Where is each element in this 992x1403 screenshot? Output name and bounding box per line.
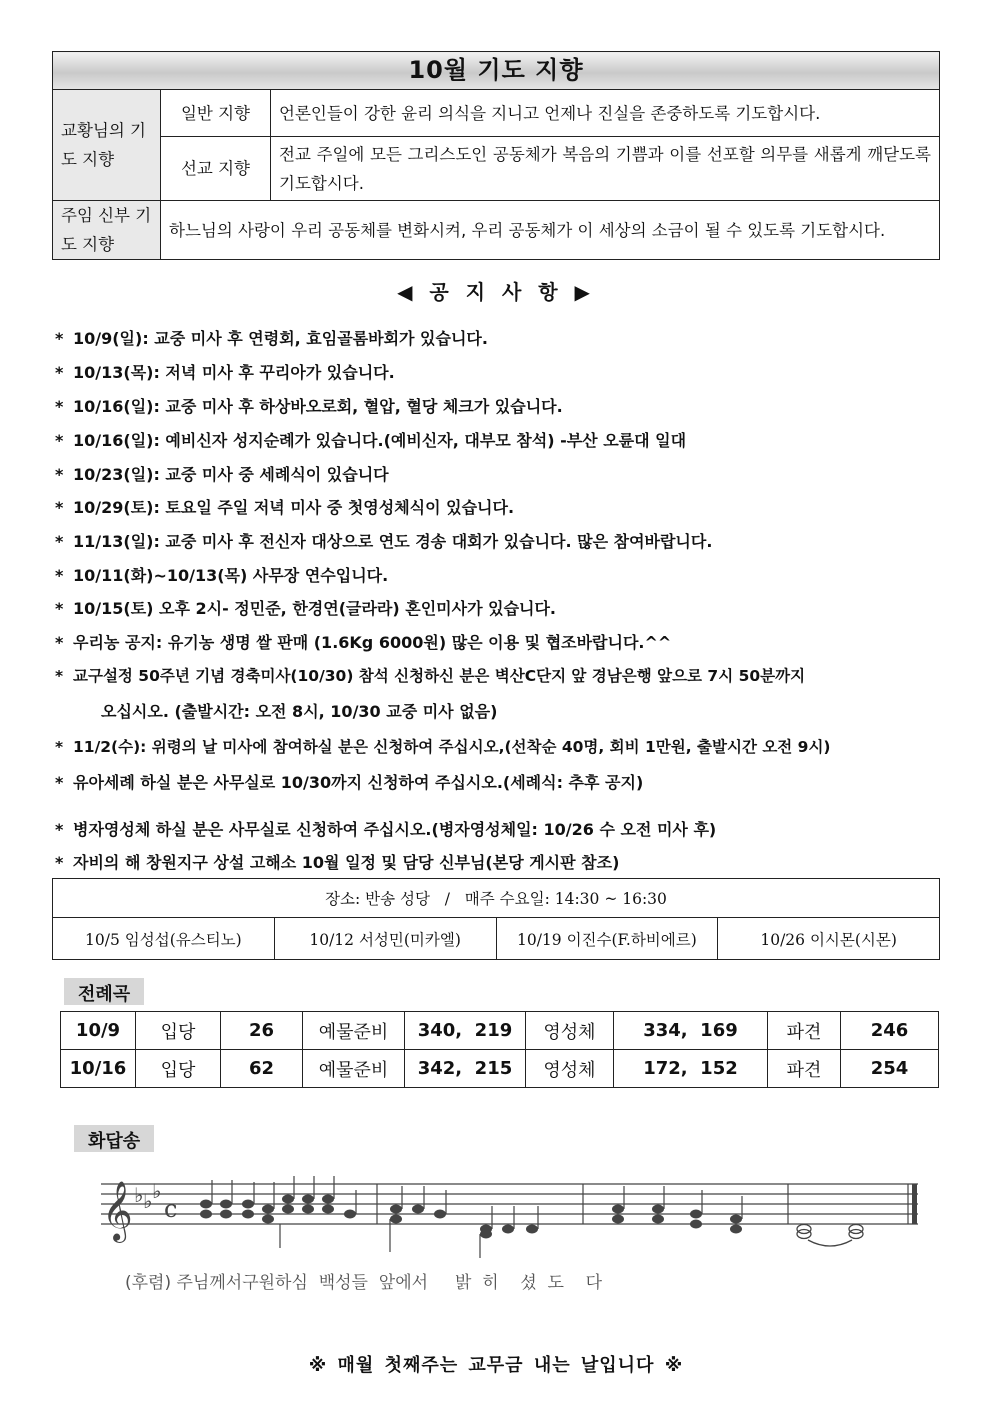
notice-heading: ◀ 공 지 사 항 ▶ xyxy=(397,280,595,304)
prayer-title: 10월 기도 지향 xyxy=(53,52,940,90)
confession-slot: 10/5 임성섭(유스티노) xyxy=(53,918,275,960)
psalm-section-label: 화답송 xyxy=(74,1125,154,1152)
notice-item: * 10/9(일): 교중 미사 후 연령회, 효임골롬바회가 있습니다. xyxy=(55,329,488,348)
hymn-section-label: 전례곡 xyxy=(64,978,144,1005)
hymn-date: 10/16 xyxy=(61,1050,136,1088)
hymn-row xyxy=(61,1012,939,1050)
general-intention-text: 언론인들이 강한 윤리 의식을 지니고 언제나 진실을 존중하도록 기도합시다. xyxy=(271,90,940,137)
pope-intention-label: 교황님의 기도 지향 xyxy=(53,90,161,201)
notice-item: * 10/29(토): 토요일 주일 저녁 미사 중 첫영성체식이 있습니다. xyxy=(55,498,515,517)
notice-item: * 우리농 공지: 유기농 생명 쌀 판매 (1.6Kg 6000원) 많은 이용 및 협조바랍니다.^^ xyxy=(55,633,672,652)
music-notes xyxy=(200,1195,742,1239)
psalm-music-staff xyxy=(96,1172,926,1262)
confession-slot: 10/19 이진수(F.하비에르) xyxy=(496,918,718,960)
notice-item: * 10/16(일): 예비신자 성지순례가 있습니다.(예비신자, 대부모 참석) -부산 오륜대 일대 xyxy=(55,431,687,450)
flat-sign-icon: ♭ xyxy=(134,1183,144,1207)
hymn-offertory-label: 예물준비 xyxy=(303,1012,405,1050)
hymn-entrance-number: 26 xyxy=(221,1012,303,1050)
hymn-dismissal-label: 파견 xyxy=(768,1012,841,1050)
confession-header: 장소: 반송 성당 / 매주 수요일: 14:30 ~ 16:30 xyxy=(53,879,940,918)
notice-item: * 10/23(일): 교중 미사 중 세례식이 있습니다 xyxy=(55,465,389,484)
mission-intention-label: 선교 지향 xyxy=(161,137,271,201)
hymn-communion-label: 영성체 xyxy=(526,1050,614,1088)
hymn-entrance-label: 입당 xyxy=(136,1012,221,1050)
notice-item: * 교구설정 50주년 기념 경축미사(10/30) 참석 신청하신 분은 벽산C단지 앞 경남은행 앞으로 7시 50분까지 xyxy=(55,667,806,685)
confession-schedule-table xyxy=(52,878,940,960)
hymn-date: 10/9 xyxy=(61,1012,136,1050)
notice-item: * 병자영성체 하실 분은 사무실로 신청하여 주십시오.(병자영성체일: 10/26 수 오전 미사 후) xyxy=(55,820,717,839)
notice-item: * 11/2(수): 위령의 날 미사에 참여하실 분은 신청하여 주십시오,(선착순 40명, 회비 1만원, 출발시간 오전 9시) xyxy=(55,738,831,756)
hymn-offertory-label: 예물준비 xyxy=(303,1050,405,1088)
hymn-offertory-number: 342, 215 xyxy=(405,1050,526,1088)
hymn-entrance-number: 62 xyxy=(221,1050,303,1088)
notice-item: * 10/15(토) 오후 2시- 정민준, 한경연(글라라) 혼인미사가 있습니다. xyxy=(55,599,557,618)
psalm-lyrics: (후렴) 주님께서구원하심 백성들 앞에서 밝 히 셨 도 다 xyxy=(125,1273,603,1293)
flat-sign-icon: ♭ xyxy=(152,1179,162,1203)
hymn-dismissal-number: 254 xyxy=(841,1050,939,1088)
mission-intention-text: 전교 주일에 모든 그리스도인 공동체가 복음의 기쁨과 이를 선포할 의무를 새롭게 깨닫도록 기도합시다. xyxy=(271,137,940,201)
pastor-intention-text: 하느님의 사랑이 우리 공동체를 변화시켜, 우리 공동체가 이 세상의 소금이 될 수 있도록 기도합시다. xyxy=(161,201,940,260)
footer-notice: ※ 매월 첫째주는 교무금 내는 날입니다 ※ xyxy=(308,1355,684,1376)
confession-slot: 10/12 서성민(미카엘) xyxy=(274,918,496,960)
flat-sign-icon: ♭ xyxy=(143,1189,153,1213)
notice-item: * 11/13(일): 교중 미사 후 전신자 대상으로 연도 경송 대회가 있습니다. 많은 참여바랍니다. xyxy=(55,532,713,551)
hymn-offertory-number: 340, 219 xyxy=(405,1012,526,1050)
notice-item: * 10/11(화)~10/13(목) 사무장 연수입니다. xyxy=(55,566,389,585)
confession-slot: 10/26 이시몬(시몬) xyxy=(718,918,940,960)
hymn-dismissal-label: 파견 xyxy=(768,1050,841,1088)
hymn-communion-number: 172, 152 xyxy=(614,1050,768,1088)
notice-item-continued: 오십시오. (출발시간: 오전 8시, 10/30 교중 미사 없음) xyxy=(101,702,498,721)
general-intention-label: 일반 지향 xyxy=(161,90,271,137)
hymn-table xyxy=(60,1011,939,1088)
hymn-dismissal-number: 246 xyxy=(841,1012,939,1050)
hymn-entrance-label: 입당 xyxy=(136,1050,221,1088)
notice-item: * 자비의 해 창원지구 상설 고해소 10월 일정 및 담당 신부님(본당 게시판 참조) xyxy=(55,853,620,872)
hymn-communion-label: 영성체 xyxy=(526,1012,614,1050)
treble-clef-icon: 𝄞 xyxy=(102,1181,133,1241)
prayer-intention-table xyxy=(52,51,940,260)
notice-item: * 10/13(목): 저녁 미사 후 꾸리아가 있습니다. xyxy=(55,363,395,382)
notice-item: * 유아세례 하실 분은 사무실로 10/30까지 신청하여 주십시오.(세례식: 추후 공지) xyxy=(55,773,644,792)
hymn-communion-number: 334, 169 xyxy=(614,1012,768,1050)
notice-item: * 10/16(일): 교중 미사 후 하상바오로회, 혈압, 혈당 체크가 있습니다. xyxy=(55,397,563,416)
common-time-icon: c xyxy=(164,1195,178,1223)
hymn-row xyxy=(61,1050,939,1088)
pastor-intention-label: 주임 신부 기도 지향 xyxy=(53,201,161,260)
